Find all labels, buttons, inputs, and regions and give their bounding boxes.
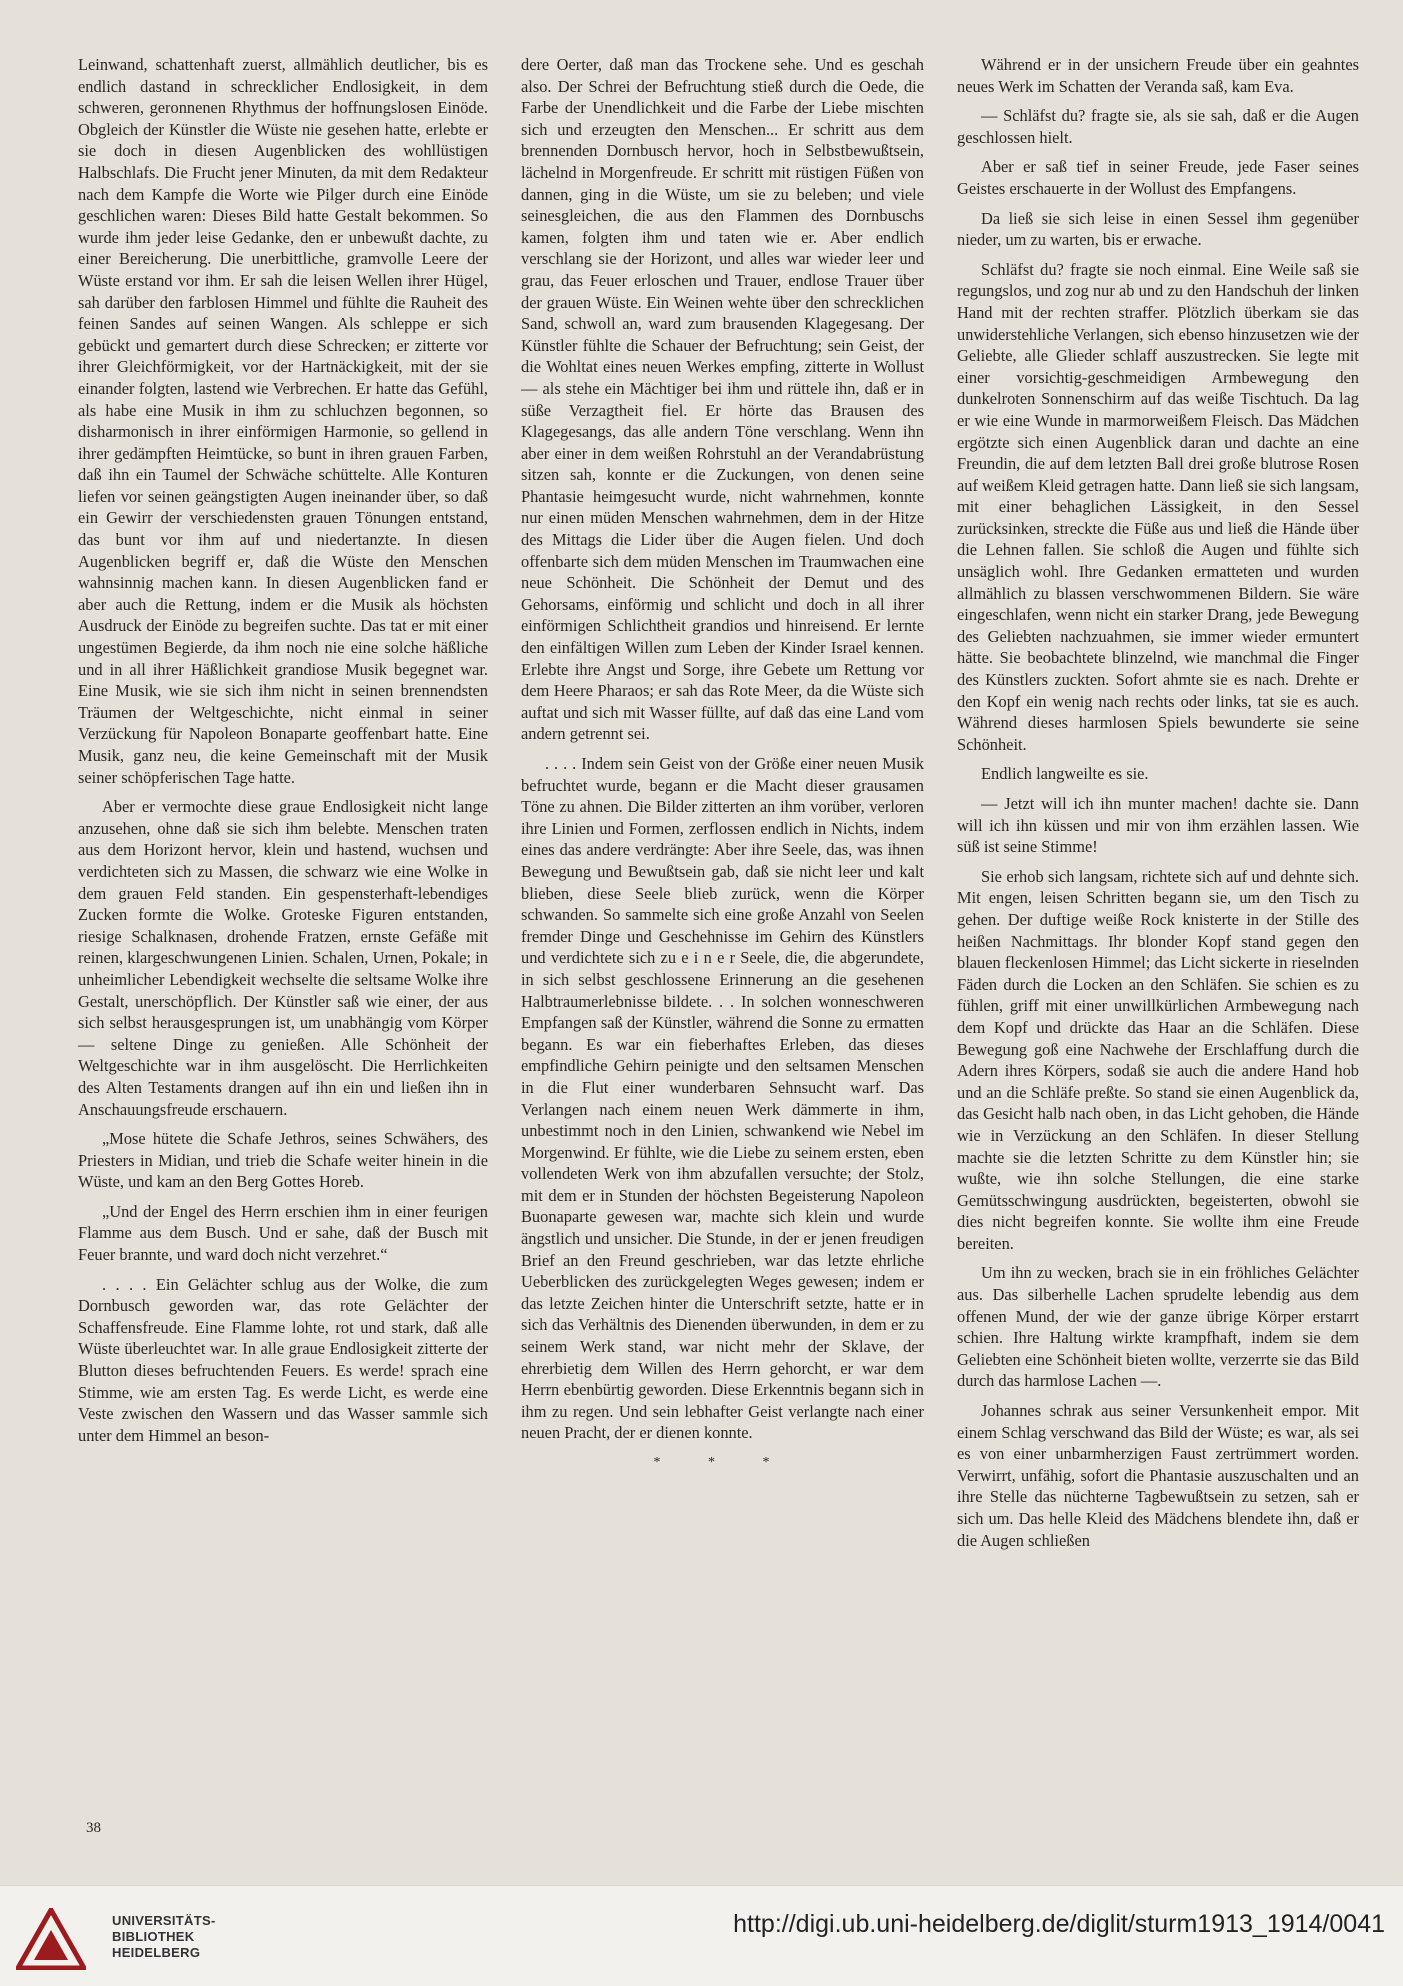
paragraph: Sie erhob sich langsam, richtete sich auf und dehnte sich. Mit engen, leisen Schritten begann sie, um den Tisch zu gehen. Der duftige weiße Rock knisterte in der Stille des heißen Nachmittags. Ihr blonder Kopf stand gegen den blauen fleckenlosen Himmel; das Licht sickerte in rieselnden Fäden durch die Locken an den Schläfen. Sie schien es zu fühlen, griff mit einer unwillkürlichen Armbewegung nach dem Kopf und drückte das Haar an die Schläfen. Diese Bewegung goß eine Nachwehe der Erschlaffung durch die Adern ihres Körpers, sodaß sie auch die andere Hand hob und an die Schläfe preßte. So stand sie einen Augenblick da, das Gesicht halb nach oben, in das Licht gehoben, die Hände wie in Verzückung an den Schläfen. In dieser Stellung machte sie die letzten Schritte zu dem Künstler hin; sie wußte, wie ihn solche Stellungen, die eine starke Gemütsschwingung ausdrückten, begeisterten, obwohl sie dies nicht begreifen konnte. Sie wollte ihm eine Freude bereiten.: [957, 866, 1359, 1253]
paragraph: — Jetzt will ich ihn munter machen! dachte sie. Dann will ich ihn küssen und mir von ihm erzählen lassen. Wie süß ist seine Stimme!: [957, 794, 1359, 857]
library-name[interactable]: [112, 1913, 216, 1961]
document-url[interactable]: http://digi.ub.uni-heidelberg.de/diglit/sturm1913_1914/0041: [733, 1910, 1385, 1938]
library-name-line: UNIVERSITÄTS-: [112, 1913, 216, 1928]
viewer-footer: [0, 1885, 1403, 1986]
paragraph: Endlich langweilte es sie.: [981, 764, 1149, 784]
text-column-2: [521, 54, 924, 1474]
text-column-1: [78, 54, 488, 1454]
paragraph: dere Oerter, daß man das Trockene sehe. Und es geschah also. Der Schrei der Befruchtung stieß durch die Oede, die Farbe der Unendlichkeit und die Farbe der Liebe mischten sich und erzeugten den Menschen... Er schritt aus dem brennenden Dornbusch hervor, hoch in Selbstbewußtsein, lächelnd in Morgenfreude. Er schritt mit rüstigen Füßen von dannen, ging in die Wüste, um sie zu beleben; und viele seinesgleichen, die aus den Flammen des Dornbuschs kamen, folgten ihm und taten wie er. Aber endlich verschlang sie der Horizont, und alles war wieder leer und grau, das Feuer erloschen und Trauer, endlose Trauer über der grauen Wüste. Ein Weinen wehte über den schrecklichen Sand, schwoll an, ward zum brausenden Klagegesang. Der Künstler fühlte die Schauer der Befruchtung; sein Geist, der die Wohltat eines neuen Werkes empfing, zitterte in Wollust — als stehe ein Mächtiger bei ihm und rüttele ihn, daß er in süße Verzagtheit fiel. Er hörte das Brausen des Klagegesangs, das alle andern Töne verschlang. Wenn ihn aber einer in dem weißen Rohrstuhl an der Verandabrüstung sitzen sah, konnte er die Zuckungen, von denen seine Phantasie heimgesucht wurde, nicht wahrnehmen, konnte nur einen müden Menschen wahrnehmen, dem in der Hitze des Mittags die Lider über die Augen fielen. Und doch offenbarte sich dem müden Menschen im Traumwachen eine neue Schönheit. Die Schönheit der Demut und des Gehorsams, einförmig und schlicht und doch in all ihrer einförmigen Schlichtheit grandios und hinreisend. Er lernte den einfältigen Willen zum Leben der Kinder Israel kennen. Erlebte ihre Angst und Sorge, ihre Gebete um Rettung vor dem Heere Pharaos; er sah das Rote Meer, da die Wüste sich auftat und sich mit Wasser füllte, auf daß das eine Land vom andern getrennt sei.: [521, 55, 924, 744]
text-column-3: [957, 54, 1359, 1559]
library-name-line: BIBLIOTHEK: [112, 1929, 195, 1944]
paragraph: Während er in der unsichern Freude über ein geahntes neues Werk im Schatten der Veranda saß, kam Eva.: [957, 55, 1359, 96]
paragraph: „Und der Engel des Herrn erschien ihm in einer feurigen Flamme aus dem Busch. Und er sahe, daß der Busch mit Feuer brannte, und ward doch nicht verzehret.“: [78, 1201, 488, 1265]
library-name-line: HEIDELBERG: [112, 1945, 201, 1960]
paragraph: Schläfst du? fragte sie noch einmal. Eine Weile saß sie regungslos, und zog nur ab und zu den Handschuh der linken Hand mit der rechten straffer. Plötzlich überkam sie das unwiderstehliche Verlangen, sich ebenso hinzusetzen wie der Geliebte, alle Glieder schlaff auszustrecken. Sie legte mit einer vorsichtig-geschmeidigen Armbewegung den dunkelroten Sonnenschirm auf das weiße Tischtuch. Da lag er wie eine Wunde in marmorweißem Fleisch. Das Mädchen ergötzte sich einen Augenblick daran und dachte an eine Freundin, die auf dem letzten Ball drei große blutrose Rosen auf weißem Kleid getragen hatte. Dann ließ sie sich langsam, mit einer behaglichen Lässigkeit, in den Sessel zurücksinken, streckte die Füße aus und ließ die Hände über die Lehnen fallen. Sie schloß die Augen und fühlte sich unsäglich wohl. Ihre Gedanken ermatteten und wurden allmählich zu blassen verschwommenen Bildern. Sie wäre eingeschlafen, wenn nicht ein starker Drang, jede Bewegung des Geliebten nachzuahmen, sie immer wieder ermuntert hätte. Sie beobachtete blinzelnd, wie manchmal die Finger des Künstlers zuckten. Sofort ahmte sie es nach. Drehte er den Kopf ein wenig nach rechts oder links, tat sie es auch. Während dieses harmlosen Spiels bewunderte sie seine Schönheit.: [957, 259, 1359, 754]
paragraph: Aber er saß tief in seiner Freude, jede Faser seines Geistes erschauerte in der Wollust des Empfangens.: [957, 157, 1359, 198]
paragraph: Johannes schrak aus seiner Versunkenheit empor. Mit einem Schlag verschwand das Bild der Wüste; es war, als sei es von einer unbarmherzigen Faust zertrümmert worden. Verwirrt, unfähig, sofort die Phantasie auszuschalten und an ihre Stelle das nüchterne Tagbewußtsein zu setzen, sah er sich um. Das helle Kleid des Mädchens blendete ihn, daß er die Augen schließen: [957, 1401, 1359, 1550]
paragraph: . . . . Ein Gelächter schlug aus der Wolke, die zum Dornbusch geworden war, das rote Gelächter der Schaffensfreude. Eine Flamme lohte, rot und stark, daß alle Wüste überleuchtet war. In alle graue Endlosigkeit zitterte der Blutton dieses befruchtenden Feuers. Es werde! sprach eine Stimme, wie am ersten Tag. Es werde Licht, es werde eine Veste zwischen den Wassern und das Wasser sammle sich unter dem Himmel an beson-: [78, 1274, 488, 1445]
page-number: 38: [86, 1820, 101, 1836]
section-break: * * *: [653, 1455, 792, 1470]
paragraph: „Mose hütete die Schafe Jethros, seines Schwähers, des Priesters in Midian, und trieb die Schafe weiter hinein in die Wüste, und kam an den Berg Gottes Horeb.: [78, 1129, 488, 1192]
paragraph: Aber er vermochte diese graue Endlosigkeit nicht lange anzusehen, ohne daß sie sich ihm belebte. Menschen traten aus dem Horizont hervor, klein und hastend, wuchsen und verdichteten sich zu Massen, die schwarz wie eine Wolke in dem grauen Feld standen. Ein gespensterhaft-lebendiges Zucken formte die Wolke. Groteske Figuren entstanden, riesige Schalknasen, drohende Fratzen, ernste Gefäße mit reinen, klargeschwungenen Linien. Schalen, Urnen, Pokale; in unheimlicher Lebendigkeit wechselte die seltsame Wolke ihre Gestalt, unerschöpflich. Der Künstler saß wie einer, der aus sich selbst herausgesprungen ist, um unabhängig vom Körper — seltene Dinge zu genießen. Alle Schönheit der Weltgeschichte war in ihm ausgelöscht. Die Herrlichkeiten des Alten Testaments drangen auf ihn ein und ließen ihn in Anschauungsfreude erschauern.: [78, 797, 488, 1119]
paragraph: Um ihn zu wecken, brach sie in ein fröhliches Gelächter aus. Das silberhelle Lachen sprudelte lebendig aus dem offenen Mund, der wie der ganze übrige Körper erstarrt schien. Ihre Haltung wirkte krampfhaft, indem sie dem Geliebten eine Schönheit bieten wollte, verzerrte sie das Bild durch das harmlose Lachen —.: [957, 1263, 1359, 1391]
university-library-logo-icon[interactable]: [16, 1908, 86, 1970]
paragraph: Leinwand, schattenhaft zuerst, allmählich deutlicher, bis es endlich dastand in schrecklicher Endlosigkeit, in dem schweren, geronnenen Rhythmus der hoffnungslosen Einöde. Obgleich der Künstler die Wüste nie gesehen hatte, erlebte er sie doch in diesen Augenblicken des wohllüstigen Halbschlafs. Die Frucht jener Minuten, da mit dem Redakteur nach dem Kampfe die Worte wie Pilger durch eine Einöde geschlichen waren: Dieses Bild hatte Gestalt bekommen. So wurde ihm jeder leise Gedanke, den er unbewußt dachte, zu einer Bereicherung. Die unerbittliche, gramvolle Leere der Wüste erstand vor ihm. Er sah die leisen Wellen ihrer Hügel, sah darüber den farblosen Himmel und fühlte die Rauheit des feinen Sandes auf seinen Wangen. Als schleppe er sich gebückt und gemartert durch diese Schrecken; er zitterte vor ihrer Gleichförmigkeit, vor der Hartnäckigkeit, mit der sie einander folgten, lastend wie Verbrechen. Er hatte das Gefühl, als habe eine Musik in ihm zu schluchzen begonnen, so disharmonisch in ihrer einförmigen Harmonie, so gellend in ihrer gedämpften Heimtücke, so bunt in ihren grauen Farben, daß ihn ein Taumel der Schwäche schüttelte. Alle Konturen liefen vor seinen geängstigten Augen ineinander über, so daß ein Gewirr der verschiedensten grauen Tönungen entstand, das bunt vor ihm auf und niedertanzte. In diesen Augenblicken begriff er, daß die Wüste den Menschen wahnsinnig machen kann. In diesen Augenblicken fand er aber auch die Rettung, indem er die Musik als höchsten Ausdruck der Einöde zu begreifen suchte. Das tat er mit einer ungestümen Begierde, da ihm noch nie eine solche häßliche und in all ihrer Häßlichkeit grandiose Musik begegnet war. Eine Musik, wie sie sich ihm nicht in seinen brennendsten Träumen der Weltgeschichte, nicht einmal in seiner Verzückung für Napoleon Bonaparte geoffenbart hatte. Eine Musik, ganz neu, die keine Gemeinschaft mit der Musik seiner schöpferischen Tage hatte.: [78, 55, 488, 787]
paragraph: Da ließ sie sich leise in einen Sessel ihm gegenüber nieder, um zu warten, bis er erwache.: [957, 208, 1359, 250]
paragraph: — Schläfst du? fragte sie, als sie sah, daß er die Augen geschlossen hielt.: [957, 106, 1359, 147]
paragraph: . . . . Indem sein Geist von der Größe einer neuen Musik befruchtet wurde, begann er die Macht dieser grausamen Töne zu ahnen. Die Bilder zitterten an ihm vorüber, verloren ihre Linien und Formen, zerflossen endlich in Nichts, indem eines das andere verdrängte: Aber ihre Seele, das, was ihnen Bewegung und Bewußtsein gab, daß sie nicht leer und kalt blieben, diese Seele blieb zurück, wenn die Körper schwanden. So sammelte sich eine große Anzahl von Seelen fremder Dinge und Geschehnisse im Gehirn des Künstlers und verdichtete sich zu e i n e r Seele, die, die abgerundete, in sich selbst geschlossene Erinnerung an die gesehenen Halbtraumerlebnisse bildete. . . In solchen wonneschweren Empfangen saß der Künstler, während die Sonne zu ermatten begann. Es war ein fieberhaftes Erleben, das dieses empfindliche Gehirn peinigte und den seltsamen Menschen in die Flut einer wunderbaren Sehnsucht warf. Das Verlangen nach einem neuen Werk dämmerte in ihm, unbestimmt noch in den Linien, schwankend wie Nebel im Morgenwind. Er fühlte, wie die Liebe zu seinem ersten, eben vollendeten Werk von ihm abzufallen versuchte; der Stolz, mit dem er in Stunden der höchsten Begeisterung Napoleon Buonaparte gewesen war, machte sich klein und wurde ängstlich und unsicher. Die Stunde, in der er jenen freudigen Brief an den Freund geschrieben, war das letzte ehrliche Ueberblicken des zurückgelegten Weges gewesen; indem er das letzte Zeichen hinter die Unterschrift setzte, hatte er in sich das Verhältnis des Dienenden überwunden, in dem er zu seinem Werk stand, war nicht mehr der Sklave, der ehrerbietig dem Willen des Herrn gehorcht, er war dem Herrn ebenbürtig geworden. Diese Erkenntnis begann sich in ihm zu regen. Und sein lebhafter Geist verlangte nach einer neuen Pracht, der er dienen konnte.: [521, 754, 924, 1443]
